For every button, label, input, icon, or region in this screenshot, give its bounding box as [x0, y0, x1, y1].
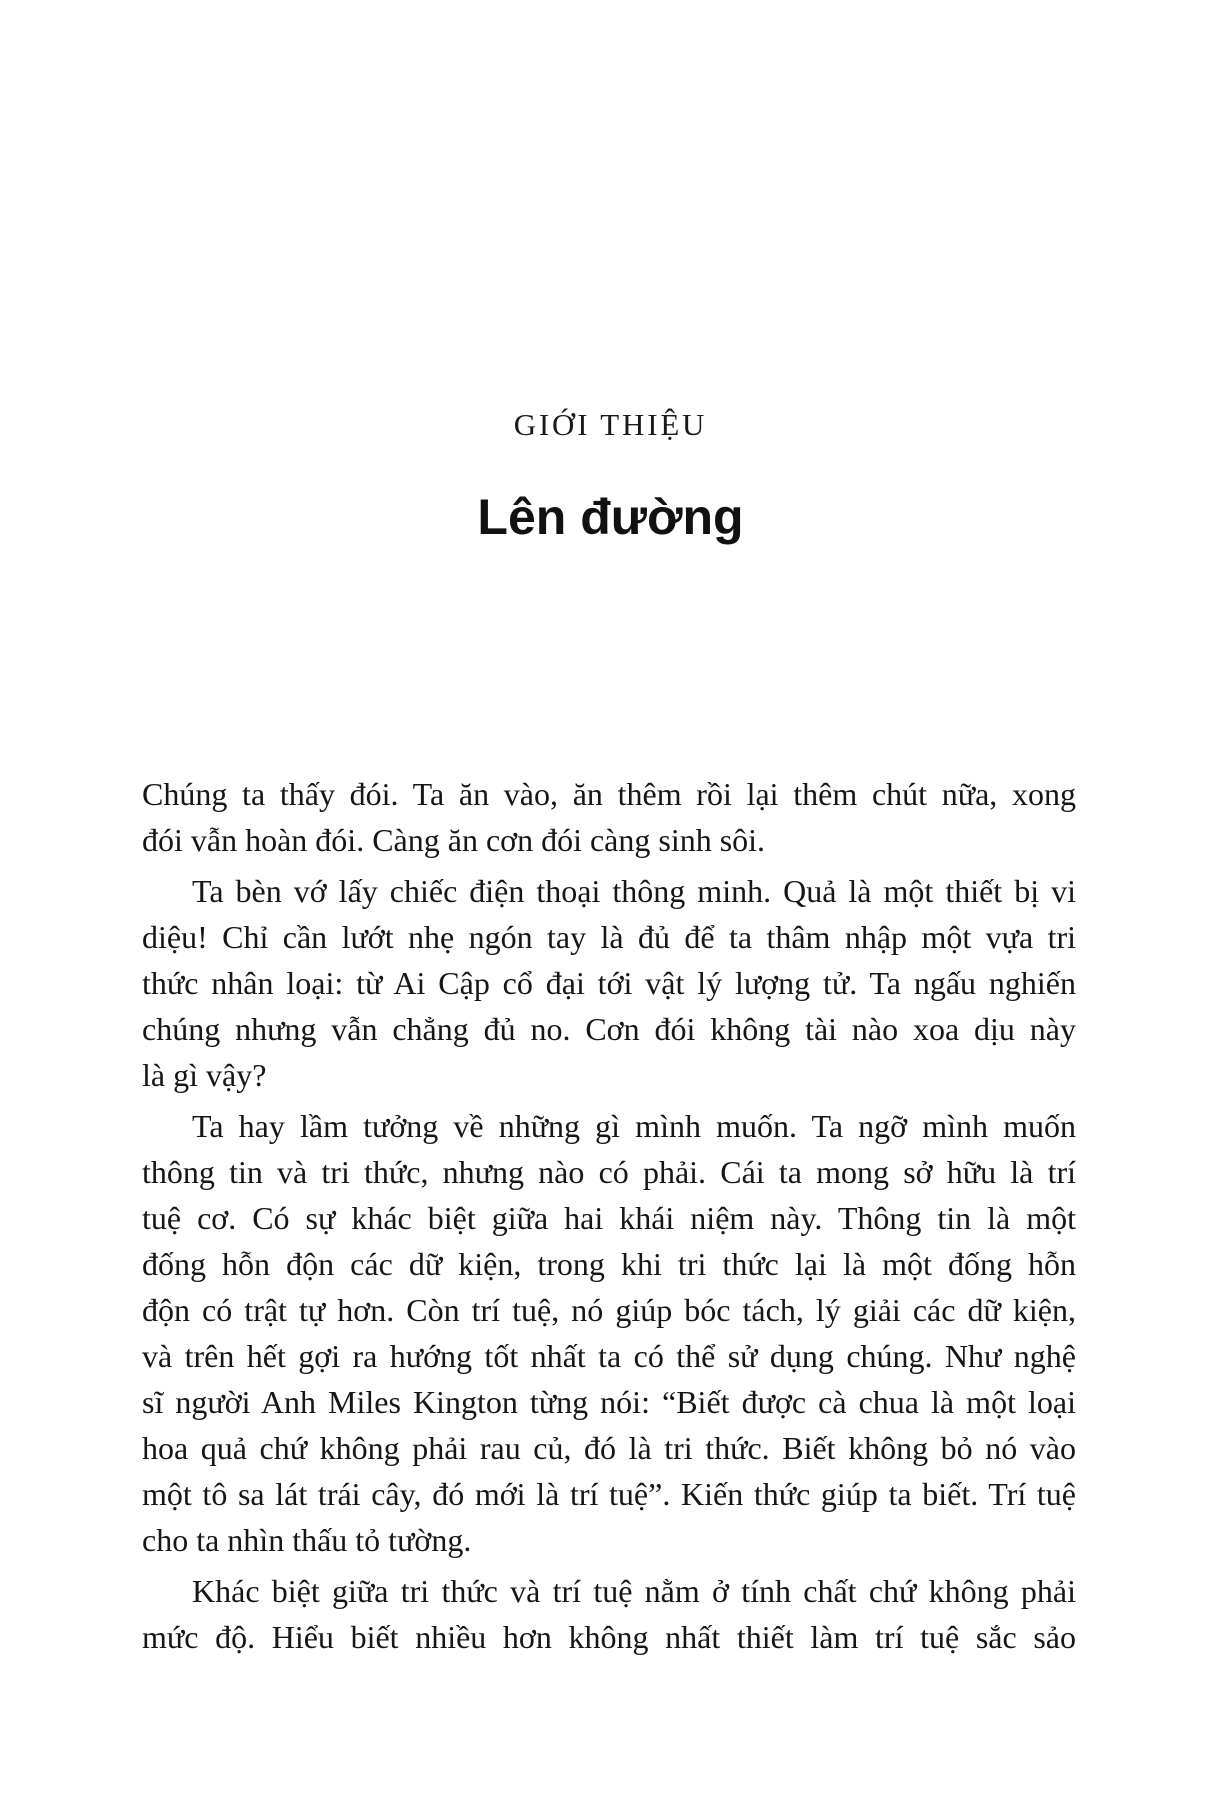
text-line: cho ta nhìn thấu tỏ tường. [142, 1522, 472, 1558]
text-line: một tô sa lát trái cây, đó mới là trí tuệ”. Kiến thức giúp ta biết. Trí tuệ [142, 1476, 1076, 1512]
text-line: Ta hay lầm tưởng về những gì mình muốn. Ta ngỡ mình muốn [192, 1108, 1076, 1144]
text-line: đống hỗn độn các dữ kiện, trong khi tri thức lại là một đống hỗn [142, 1246, 1076, 1282]
chapter-title: Lên đường [477, 489, 744, 545]
body-text [142, 771, 1076, 1660]
text-line: thông tin và tri thức, nhưng nào có phải. Cái ta mong sở hữu là trí [142, 1154, 1076, 1190]
text-line: thức nhân loại: từ Ai Cập cổ đại tới vật lý lượng tử. Ta ngấu nghiến [142, 965, 1076, 1001]
section-label: GIỚI THIỆU [513, 407, 708, 442]
text-line: hoa quả chứ không phải rau củ, đó là tri thức. Biết không bỏ nó vào [142, 1430, 1076, 1466]
paragraph-3 [142, 1103, 1076, 1563]
text-line: chúng nhưng vẫn chẳng đủ no. Cơn đói không tài nào xoa dịu này [142, 1011, 1076, 1047]
text-line: Ta bèn vớ lấy chiếc điện thoại thông minh. Quả là một thiết bị vi [192, 873, 1076, 909]
paragraph-2 [142, 868, 1076, 1098]
text-line: và trên hết gợi ra hướng tốt nhất ta có thể sử dụng chúng. Như nghệ [142, 1338, 1076, 1374]
text-line: diệu! Chỉ cần lướt nhẹ ngón tay là đủ để ta thâm nhập một vựa tri [142, 919, 1076, 955]
text-line: mức độ. Hiểu biết nhiều hơn không nhất thiết làm trí tuệ sắc sảo [142, 1619, 1076, 1655]
text-line: đói vẫn hoàn đói. Càng ăn cơn đói càng sinh sôi. [142, 822, 766, 858]
text-line: độn có trật tự hơn. Còn trí tuệ, nó giúp bóc tách, lý giải các dữ kiện, [142, 1292, 1076, 1328]
text-line: Khác biệt giữa tri thức và trí tuệ nằm ở tính chất chứ không phải [192, 1573, 1076, 1609]
paragraph-4 [142, 1568, 1076, 1660]
text-line: Chúng ta thấy đói. Ta ăn vào, ăn thêm rồi lại thêm chút nữa, xong [142, 776, 1076, 812]
text-line: sĩ người Anh Miles Kington từng nói: “Biết được cà chua là một loại [142, 1384, 1076, 1420]
paragraph-1 [142, 771, 1076, 863]
text-line: là gì vậy? [142, 1057, 267, 1093]
text-line: tuệ cơ. Có sự khác biệt giữa hai khái niệm này. Thông tin là một [142, 1200, 1076, 1236]
